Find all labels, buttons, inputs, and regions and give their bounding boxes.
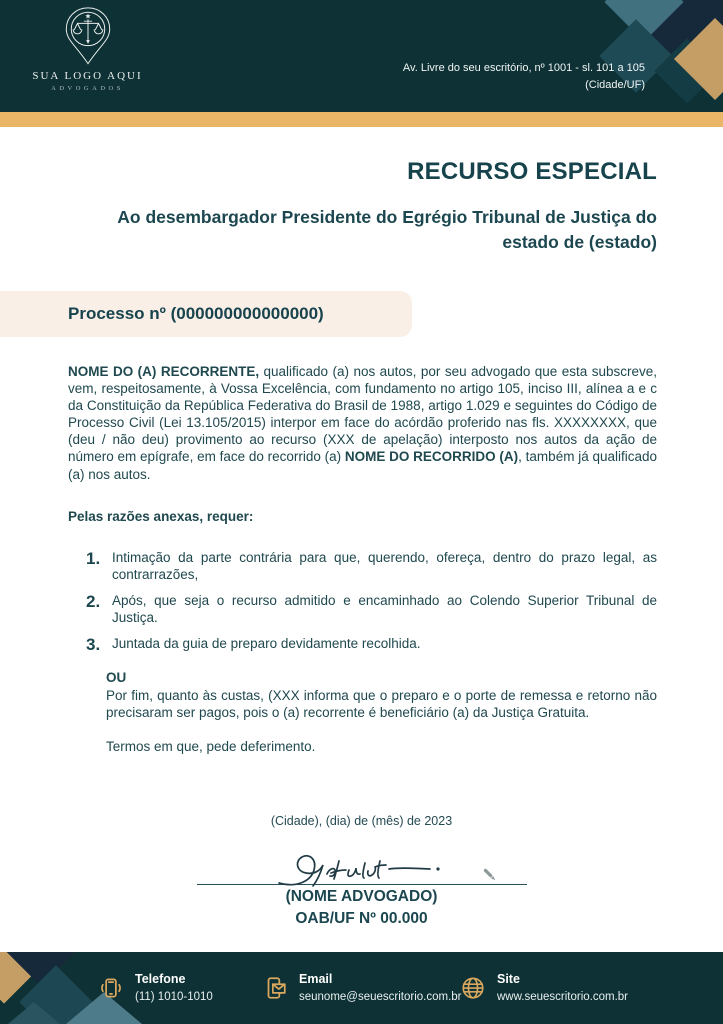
scales-of-justice-icon — [55, 6, 121, 68]
list-item-text: Após, que seja o recurso admitido e encaminhado ao Colendo Superior Tribunal de Justiça. — [112, 592, 657, 626]
law-firm-logo — [30, 6, 145, 92]
date-line: (Cidade), (dia) de (mês) de 2023 — [270, 813, 453, 828]
list-item — [68, 592, 657, 626]
lawyer-name: (NOME ADVOGADO) — [285, 887, 438, 905]
contact-email — [262, 970, 462, 1006]
list-item — [68, 635, 657, 653]
contact-value: (11) 1010-1010 — [135, 990, 213, 1003]
document-body — [0, 127, 723, 952]
requests-heading: Pelas razões anexas, requer: — [68, 508, 254, 524]
email-icon — [262, 975, 288, 1001]
requests-list — [68, 549, 657, 654]
logo-name: SUA LOGO AQUI — [32, 70, 143, 82]
list-item-text: Juntada da guia de preparo devidamente recolhida. — [112, 636, 421, 652]
phone-icon — [98, 975, 124, 1001]
signature-line — [197, 884, 527, 885]
accent-stripe — [0, 112, 723, 127]
closing-line: Termos em que, pede deferimento. — [106, 738, 316, 754]
recorrido-name: NOME DO RECORRIDO (A) — [344, 449, 519, 465]
opening-text: qualificado (a) nos autos, por seu advogado que esta subscreve, vem, respeitosamente, à Vossa Excelência, com fundamento no artigo 105, inciso III, alínea a e c da Constituição da República Federativa do Brasil de 1988, artigo 1.029 e seguintes do Código de Processo Civil (Lei 13.105/2015) interpor em face do acórdão proferido nas fls. XXXXXXXX, que (deu / não deu) provimento ao recurso (XXX de apelação) interposto nos autos da ação de número em epígrafe, em face do recorrido (a) — [68, 363, 658, 465]
office-address — [403, 60, 645, 94]
address-line-2: (Cidade/UF) — [585, 78, 645, 91]
footer-decoration-triangle — [8, 1002, 60, 1024]
recorrente-name: NOME DO (A) RECORRENTE, — [68, 363, 260, 379]
list-item-number: 2. — [86, 591, 101, 611]
alternative-clause-block — [106, 670, 657, 753]
globe-icon — [460, 975, 486, 1001]
address-line-1: Av. Livre do seu escritório, nº 1001 - sl. 101 a 105 — [402, 61, 645, 74]
oab-number: OAB/UF Nº 00.000 — [295, 909, 428, 927]
contact-label: Telefone — [135, 972, 186, 986]
list-item — [68, 549, 657, 583]
logo-subtitle: ADVOGADOS — [51, 85, 124, 92]
contact-value: seunome@seuescritorio.com.br — [299, 990, 462, 1003]
letterhead-footer — [0, 952, 723, 1024]
letterhead-header — [0, 0, 723, 112]
contact-phone — [98, 970, 213, 1006]
contact-value: www.seuescritorio.com.br — [497, 990, 629, 1003]
process-number: Processo nº (000000000000000) — [68, 303, 324, 323]
document-title: RECURSO ESPECIAL — [407, 158, 657, 185]
list-item-text: Intimação da parte contrária para que, querendo, ofereça, dentro do prazo legal, as contrarrazões, — [112, 549, 657, 582]
or-paragraph: Por fim, quanto às custas, (XXX informa que o preparo e o porte de remessa e retorno não precisaram ser pagos, pois o (a) recorrente é beneficiário (a) da Justiça Gratuita. — [106, 688, 657, 721]
list-item-number: 3. — [86, 635, 101, 655]
opening-text-end: , também já qualificado (a) nos autos. — [68, 449, 658, 482]
contact-label: Site — [497, 972, 520, 986]
addressee-heading: Ao desembargador Presidente do Egrégio Tribunal de Justiça do estado de (estado) — [117, 207, 657, 252]
pen-icon — [481, 866, 499, 884]
signature-block — [197, 850, 527, 928]
list-item-number: 1. — [86, 548, 101, 568]
or-label: OU — [106, 670, 127, 686]
contact-label: Email — [299, 972, 333, 986]
contact-website — [460, 970, 628, 1006]
opening-paragraph — [68, 363, 657, 483]
process-number-box — [0, 291, 412, 337]
